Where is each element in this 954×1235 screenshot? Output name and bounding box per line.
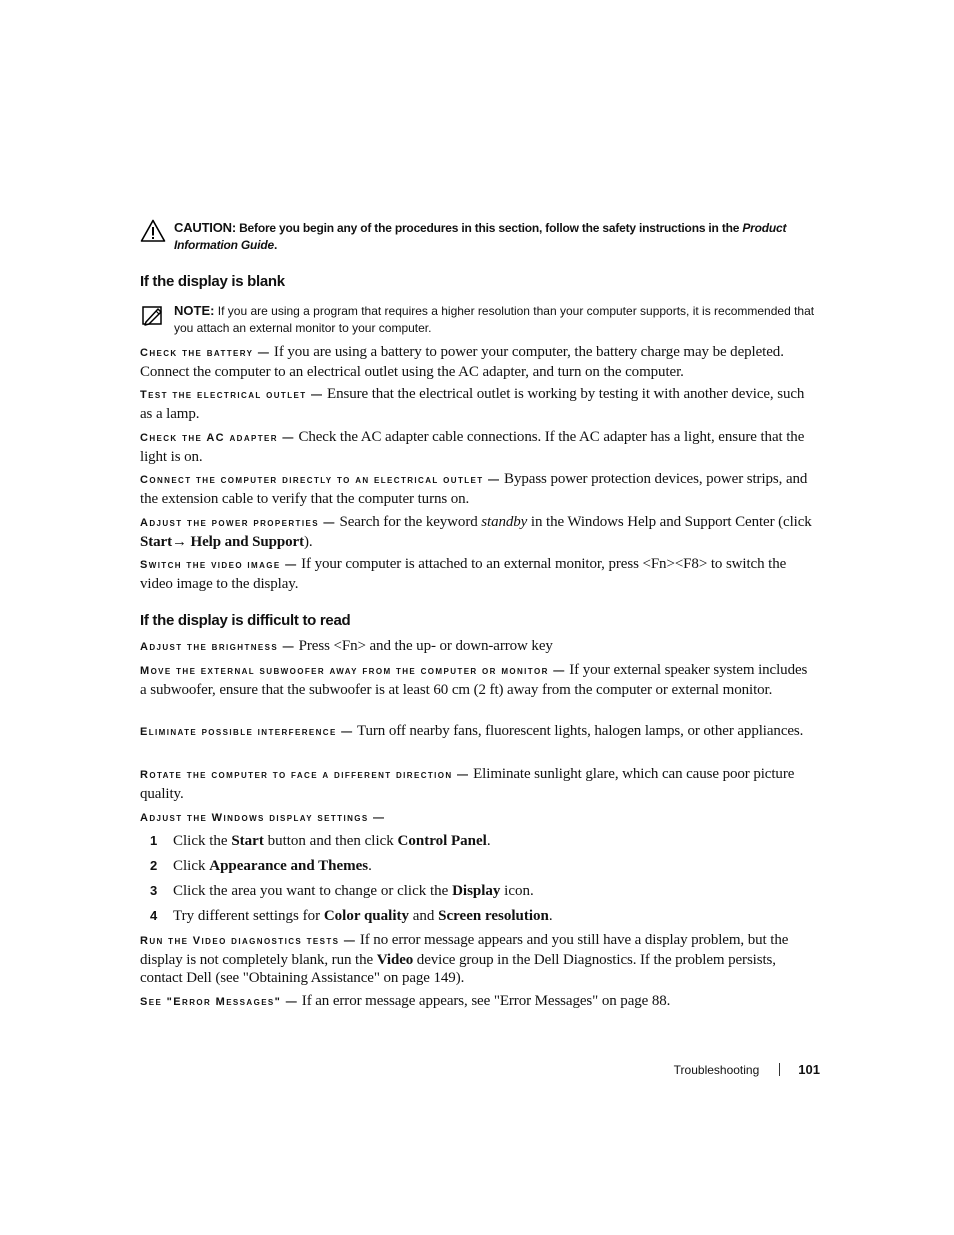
para-lead: Check the AC adapter — <box>140 432 295 444</box>
page-number: 101 <box>798 1062 820 1077</box>
step-text: icon. <box>500 883 534 899</box>
para-power-properties <box>140 513 815 551</box>
para-text: If no error message appears and you still have a display problem, but the display is not completely blank, run the <box>140 932 789 968</box>
para-lead: Check the battery — <box>140 347 271 359</box>
keyword-standby: standby <box>481 514 528 530</box>
para-lead: Move the external subwoofer away from the computer or monitor — <box>140 665 566 677</box>
para-text: Check the AC adapter cable connections. If the AC adapter has a light, ensure that the light is on. <box>140 429 805 465</box>
caution-emphasis: Product Information Guide <box>174 221 787 252</box>
para-switch-video <box>140 555 815 593</box>
para-text: If your external speaker system includes a subwoofer, ensure that the subwoofer is at least 60 cm (2 ft) away from the computer or external monitor. <box>140 662 808 698</box>
note-body: If you are using a program that requires a higher resolution than your computer supports, it is recommended that you attach an external monitor to your computer. <box>174 304 815 335</box>
step-item <box>150 907 815 925</box>
menu-help-support: Help and Support <box>186 533 304 550</box>
para-rotate <box>140 765 815 803</box>
menu-start: Start <box>140 533 172 550</box>
step-text: Click the <box>173 833 232 849</box>
para-lead: Adjust the brightness — <box>140 641 295 653</box>
step-number: 4 <box>150 908 158 923</box>
para-lead: Connect the computer directly to an electrical outlet — <box>140 474 501 486</box>
footer-divider <box>779 1063 780 1076</box>
video-device-group: Video <box>376 951 414 968</box>
para-lead: Test the electrical outlet — <box>140 389 324 401</box>
warning-triangle-icon <box>140 219 166 243</box>
para-test-outlet <box>140 385 815 423</box>
caution-end: . <box>273 238 278 252</box>
note-label: NOTE: <box>174 303 215 318</box>
para-text: device group in the Dell Diagnostics. If the problem persists, contact Dell (see "Obtaining Assistance" on page 149). <box>140 951 776 986</box>
footer-section-title: Troubleshooting <box>673 1062 760 1077</box>
para-lead: Adjust the power properties — <box>140 517 336 529</box>
step-text: . <box>548 908 553 924</box>
para-text: Press <Fn> and the up- or down-arrow key <box>295 638 553 654</box>
para-text: Bypass power protection devices, power strips, and the extension cable to verify that the computer turns on. <box>140 471 808 507</box>
para-check-battery <box>140 343 815 381</box>
section-heading-blank: If the display is blank <box>140 273 285 290</box>
para-brightness <box>140 637 815 657</box>
arrow-glyph: → <box>172 533 187 550</box>
step-bold: Screen resolution <box>438 908 549 924</box>
caution-notice <box>140 219 815 254</box>
step-item <box>150 857 815 875</box>
step-text: Try different settings for <box>173 908 324 924</box>
step-bold: Control Panel <box>397 833 487 849</box>
para-text: Turn off nearby fans, fluorescent lights, halogen lamps, or other appliances. <box>353 723 804 739</box>
step-bold: Display <box>452 883 501 899</box>
step-text: Click the area you want to change or click the <box>173 883 453 899</box>
para-lead: Eliminate possible interference — <box>140 726 354 738</box>
caution-label: CAUTION: <box>174 220 236 235</box>
para-text: Eliminate sunlight glare, which can cause poor picture quality. <box>140 766 795 802</box>
step-bold: Color quality <box>323 908 409 924</box>
para-text: Search for the keyword <box>335 514 482 530</box>
page-footer <box>674 1062 820 1077</box>
para-video-diagnostics <box>140 931 815 988</box>
step-item <box>150 882 815 900</box>
note-notice <box>140 302 815 337</box>
para-text: in the Windows Help and Support Center (click <box>527 514 812 530</box>
step-text: and <box>408 908 439 924</box>
step-item <box>150 832 815 850</box>
para-error-messages <box>140 992 815 1012</box>
para-windows-settings <box>140 808 815 828</box>
para-text: ). <box>304 533 313 550</box>
step-number: 3 <box>150 883 158 898</box>
para-connect-directly <box>140 470 815 508</box>
step-text: . <box>486 833 491 849</box>
para-lead: Adjust the Windows display settings — <box>140 812 386 824</box>
pencil-note-icon <box>140 304 166 328</box>
step-bold: Appearance and Themes <box>209 858 369 874</box>
para-subwoofer <box>140 661 815 699</box>
step-text: . <box>368 858 372 874</box>
para-text: If you are using a battery to power your computer, the battery charge may be depleted. Connect the computer to an electrical outlet using the AC adapter, and turn on the computer. <box>140 344 784 380</box>
para-text: Ensure that the electrical outlet is working by testing it with another device, such as a lamp. <box>140 386 805 422</box>
para-interference <box>140 722 815 742</box>
step-text: Click <box>173 858 210 874</box>
caution-text <box>174 219 815 254</box>
para-check-adapter <box>140 428 815 466</box>
para-text: If your computer is attached to an external monitor, press <Fn><F8> to switch the video image to the display. <box>140 556 787 592</box>
para-lead: Switch the video image — <box>140 559 298 571</box>
step-text: button and then click <box>263 833 398 849</box>
caution-body: Before you begin any of the procedures in this section, follow the safety instructions in the <box>235 221 743 235</box>
section-heading-difficult: If the display is difficult to read <box>140 612 351 629</box>
para-text: If an error message appears, see "Error Messages" on page 88. <box>298 993 671 1009</box>
step-number: 2 <box>150 858 158 873</box>
para-lead: Rotate the computer to face a different direction — <box>140 769 470 781</box>
step-number: 1 <box>150 833 158 848</box>
para-lead: Run the Video diagnostics tests — <box>140 935 357 947</box>
step-bold: Start <box>231 833 264 849</box>
para-lead: See "Error Messages" — <box>140 996 299 1008</box>
note-text <box>174 302 815 337</box>
